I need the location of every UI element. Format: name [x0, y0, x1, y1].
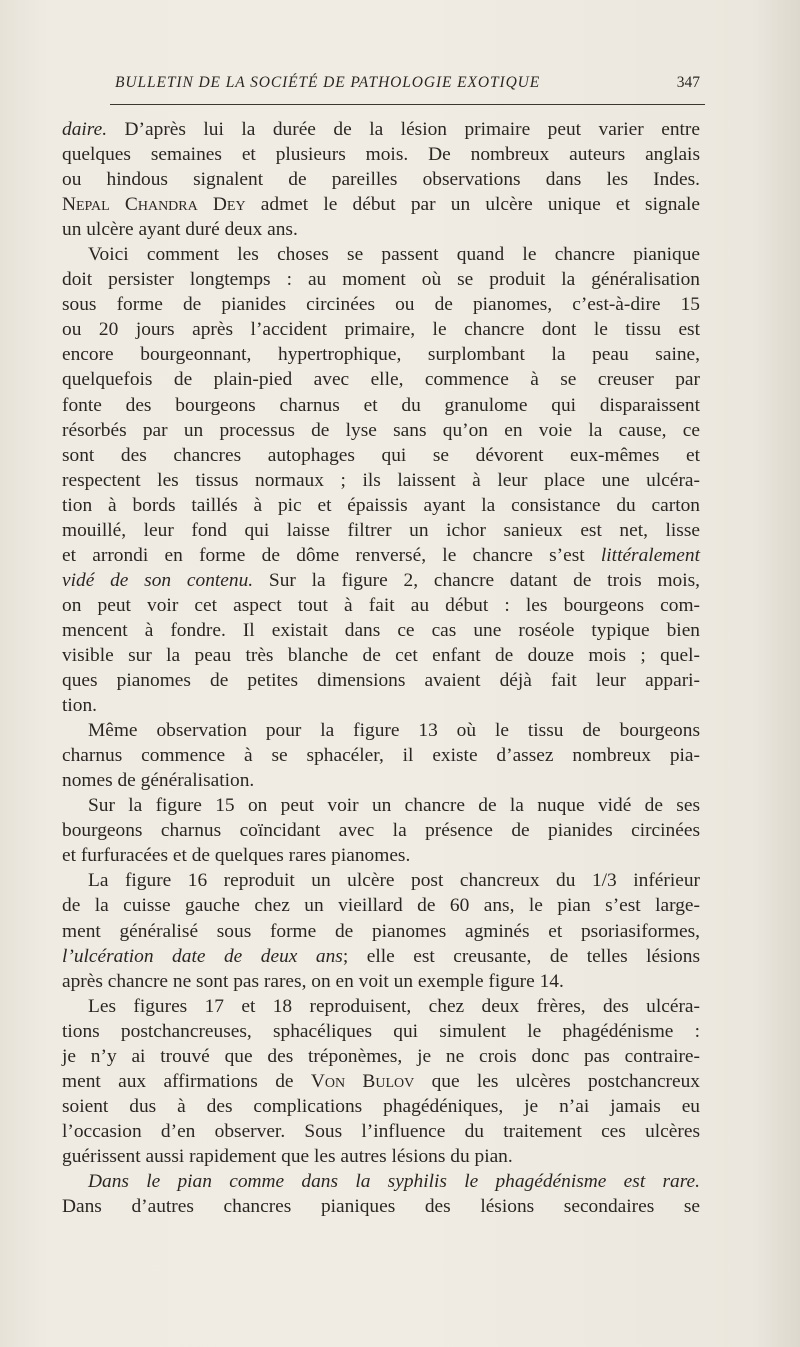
text-line [62, 217, 700, 242]
text-line [62, 242, 700, 267]
text-line [62, 267, 700, 292]
text-segment: sous forme de pianides circinées ou de pianomes, c’est-à-dire 15 [62, 294, 700, 316]
text-segment: fonte des bourgeons charnus et du granulome qui disparaissent [62, 394, 700, 416]
text-segment: Voici comment les choses se passent quand le chancre pianique [88, 244, 700, 266]
text-segment: résorbés par un processus de lyse sans qu’on en voie la cause, ce [62, 419, 700, 441]
text-line [62, 468, 700, 493]
text-segment: respectent les tissus normaux ; ils laissent à leur place une ulcéra- [62, 469, 700, 491]
page-number: 347 [676, 74, 700, 91]
text-segment: ; elle est creusante, de telles lésions [342, 945, 700, 967]
text-segment: après chancre ne sont pas rares, on en voit un exemple figure 14. [62, 970, 564, 992]
text-segment: ment aux affirmations de [62, 1070, 311, 1092]
italic-text: littéralement [600, 544, 700, 566]
italic-text: l’ulcération date de deux ans [62, 945, 343, 967]
text-segment: on peut voir cet aspect tout à fait au début : les bourgeons com- [62, 594, 700, 616]
italic-text: Dans le pian comme dans la syphilis le phagédénisme est rare. [88, 1170, 700, 1192]
text-segment: guérissent aussi rapidement que les autres lésions du pian. [62, 1145, 513, 1167]
text-segment: nomes de généralisation. [62, 770, 255, 792]
text-segment: ment généralisé sous forme de pianomes agminés et psoriasiformes, [62, 920, 700, 942]
text-line [62, 367, 700, 392]
text-line [62, 1069, 700, 1094]
text-segment: je n’y ai trouvé que des tréponèmes, je ne crois donc pas contraire- [62, 1045, 700, 1067]
text-line [62, 518, 700, 543]
text-line [62, 718, 700, 743]
text-line [62, 292, 700, 317]
text-line [62, 1044, 700, 1069]
text-segment: ques pianomes de petites dimensions avaient déjà fait leur appari- [62, 670, 700, 692]
text-segment: doit persister longtemps : au moment où se produit la généralisation [62, 269, 700, 291]
text-line [62, 568, 700, 593]
text-segment: ou 20 jours après l’accident primaire, le chancre dont le tissu est [62, 319, 700, 341]
text-line [62, 1144, 700, 1169]
header-rule [110, 104, 705, 105]
text-line [62, 493, 700, 518]
text-segment: de la cuisse gauche chez un vieillard de 60 ans, le pian s’est large- [62, 895, 700, 917]
text-segment: Même observation pour la figure 13 où le tissu de bourgeons [88, 720, 700, 742]
text-segment: et arrondi en forme de dôme renversé, le chancre s’est [62, 544, 601, 566]
text-line [62, 768, 700, 793]
text-segment: D’après lui la durée de la lésion primaire peut varier entre [107, 119, 700, 140]
text-line [62, 192, 700, 217]
text-line [62, 418, 700, 443]
text-line [62, 167, 700, 192]
text-segment: quelques semaines et plusieurs mois. De nombreux auteurs anglais [62, 144, 700, 166]
text-segment: et furfuracées et de quelques rares pianomes. [62, 845, 411, 867]
text-line [62, 342, 700, 367]
text-line [62, 743, 700, 768]
text-segment: Dans d’autres chancres pianiques des lésions secondaires se [62, 1196, 700, 1218]
text-segment: Sur la figure 2, chancre datant de trois mois, [253, 569, 701, 591]
text-segment: que les ulcères postchancreux [414, 1070, 701, 1092]
text-line [62, 944, 700, 969]
text-line [62, 1194, 700, 1219]
text-segment: mencent à fondre. Il existait dans ce cas une roséole typique bien [62, 619, 700, 641]
text-segment: mouillé, leur fond qui laisse filtrer un ichor sanieux est net, lisse [62, 519, 700, 541]
text-segment: sont des chancres autophages qui se dévorent eux-mêmes et [62, 444, 700, 466]
body-text [62, 117, 700, 1219]
text-segment: bourgeons charnus coïncidant avec la présence de pianides circinées [62, 820, 700, 842]
text-line [62, 317, 700, 342]
italic-text: vidé de son contenu. [62, 569, 254, 591]
text-line [62, 843, 700, 868]
text-line [62, 668, 700, 693]
text-line [62, 793, 700, 818]
text-segment: l’occasion d’en observer. Sous l’influence du traitement ces ulcères [62, 1120, 700, 1142]
text-line [62, 693, 700, 718]
text-line [62, 1119, 700, 1144]
text-line [62, 593, 700, 618]
author-name: Von Bulov [310, 1070, 415, 1092]
text-line [62, 893, 700, 918]
text-segment: tions postchancreuses, sphacéliques qui simulent le phagédénisme : [62, 1020, 700, 1042]
text-line [62, 994, 700, 1019]
text-segment: tion à bords taillés à pic et épaissis ayant la consistance du carton [62, 494, 700, 516]
running-header [115, 74, 700, 100]
text-segment: admet le début par un ulcère unique et signale [245, 194, 700, 216]
text-segment: un ulcère ayant duré deux ans. [62, 219, 298, 241]
text-line [62, 443, 700, 468]
text-line [62, 543, 700, 568]
text-line [62, 1094, 700, 1119]
text-segment: encore bourgeonnant, hypertrophique, surplombant la peau saine, [62, 344, 700, 366]
text-segment: Les figures 17 et 18 reproduisent, chez deux frères, des ulcéra- [88, 995, 700, 1017]
text-line [62, 393, 700, 418]
text-segment: quelquefois de plain-pied avec elle, commence à se creuser par [62, 369, 700, 391]
running-title: BULLETIN DE LA SOCIÉTÉ DE PATHOLOGIE EXOTIQUE [115, 74, 541, 91]
text-line [62, 868, 700, 893]
text-line [62, 818, 700, 843]
text-line [62, 969, 700, 994]
text-line [62, 919, 700, 944]
text-line [62, 142, 700, 167]
text-line [62, 1019, 700, 1044]
text-line [62, 1169, 700, 1194]
text-segment: Sur la figure 15 on peut voir un chancre de la nuque vidé de ses [88, 795, 700, 817]
text-line [62, 643, 700, 668]
text-segment: visible sur la peau très blanche de cet enfant de douze mois ; quel- [62, 644, 700, 666]
text-segment: La figure 16 reproduit un ulcère post chancreux du 1/3 inférieur [88, 870, 700, 892]
text-segment: charnus commence à se sphacéler, il existe d’assez nombreux pia- [62, 745, 700, 767]
author-name: Nepal Chandra Dey [62, 194, 246, 216]
text-segment: tion. [62, 695, 98, 717]
text-line [62, 618, 700, 643]
text-line [62, 117, 700, 142]
italic-text: daire. [62, 119, 108, 140]
text-segment: ou hindous signalent de pareilles observations dans les Indes. [62, 169, 700, 191]
text-segment: soient dus à des complications phagédéniques, je n’ai jamais eu [62, 1095, 700, 1117]
